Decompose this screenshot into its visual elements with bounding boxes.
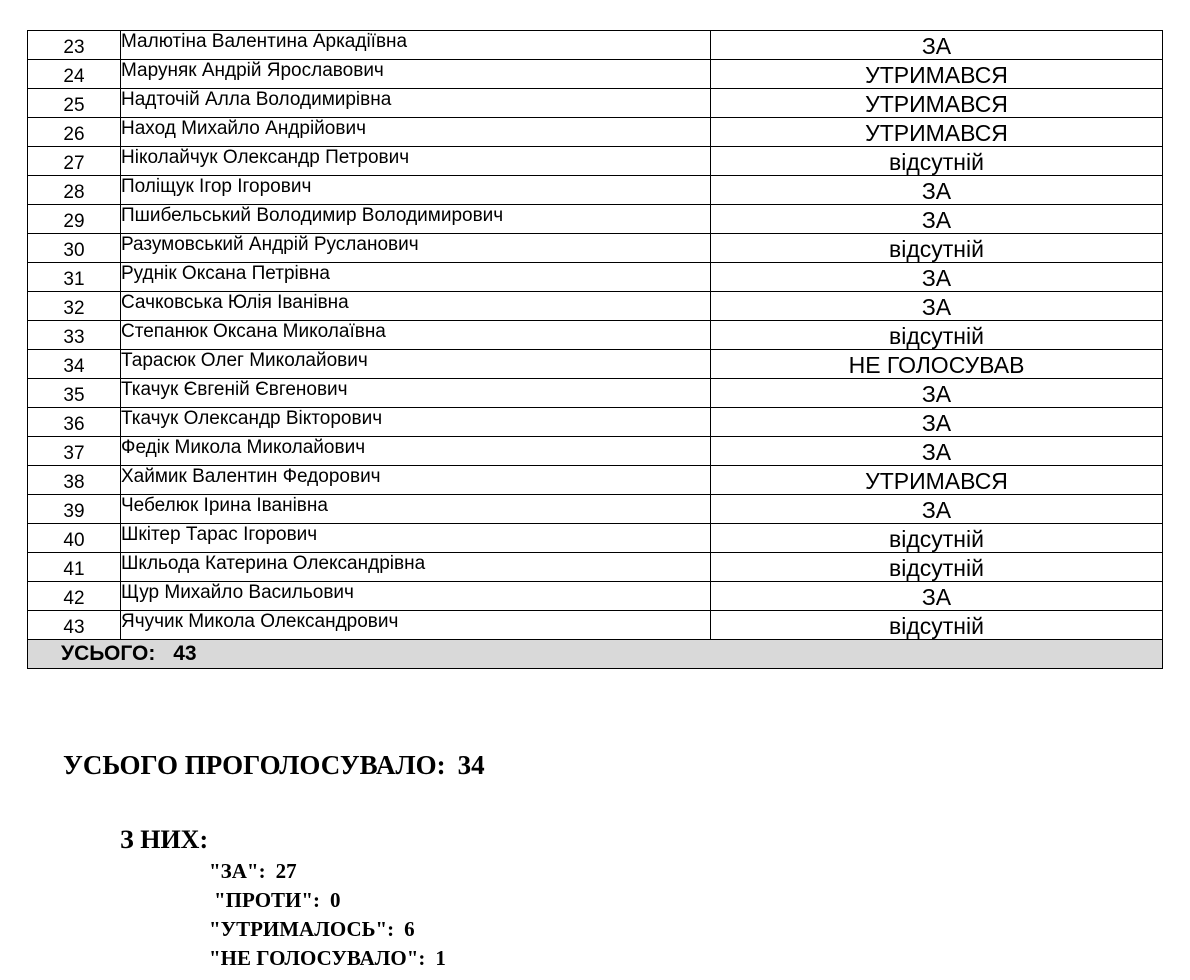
vote-result: ЗА [711,437,1163,466]
total-cell [28,640,1163,669]
vote-result: відсутній [711,611,1163,640]
vote-results-table [27,30,1163,669]
row-number: 31 [28,263,121,292]
row-number: 28 [28,176,121,205]
row-number: 38 [28,466,121,495]
table-row [28,611,1163,640]
deputy-name: Ячучик Микола Олександрович [121,611,711,640]
breakdown-label: "УТРИМАЛОСЬ": [209,917,395,941]
voted-summary-label: УСЬОГО ПРОГОЛОСУВАЛО: [63,750,446,780]
table-row [28,408,1163,437]
vote-result: ЗА [711,31,1163,60]
table-row [28,205,1163,234]
vote-result: УТРИМАВСЯ [711,89,1163,118]
deputy-name: Шкітер Тарас Ігорович [121,524,711,553]
deputy-name: Маруняк Андрій Ярославович [121,60,711,89]
table-row [28,118,1163,147]
vote-result: НЕ ГОЛОСУВАВ [711,350,1163,379]
vote-rows [28,31,1163,640]
table-row [28,321,1163,350]
vote-result: ЗА [711,379,1163,408]
row-number: 36 [28,408,121,437]
breakdown-label: "ЗА": [209,859,266,883]
table-row [28,176,1163,205]
vote-result: ЗА [711,292,1163,321]
row-number: 23 [28,31,121,60]
row-number: 24 [28,60,121,89]
vote-result: відсутній [711,147,1163,176]
deputy-name: Щур Михайло Васильович [121,582,711,611]
table-row [28,466,1163,495]
row-number: 42 [28,582,121,611]
row-number: 30 [28,234,121,263]
voted-summary-value: 34 [457,750,485,780]
row-number: 27 [28,147,121,176]
row-number: 29 [28,205,121,234]
vote-result: ЗА [711,408,1163,437]
deputy-name: Поліщук Ігор Ігорович [121,176,711,205]
deputy-name: Чебелюк Ірина Іванівна [121,495,711,524]
table-row [28,60,1163,89]
vote-result: відсутній [711,321,1163,350]
table-row [28,350,1163,379]
deputy-name: Наход Михайло Андрійович [121,118,711,147]
table-row [28,379,1163,408]
voted-summary [63,750,485,781]
breakdown-value: 0 [330,888,341,912]
breakdown-against [209,886,446,915]
row-number: 37 [28,437,121,466]
breakdown-heading: З НИХ: [120,825,209,854]
table-row [28,524,1163,553]
row-number: 34 [28,350,121,379]
row-number: 40 [28,524,121,553]
vote-result: ЗА [711,263,1163,292]
vote-result: відсутній [711,524,1163,553]
vote-result: ЗА [711,176,1163,205]
row-number: 26 [28,118,121,147]
breakdown-for [209,857,446,886]
vote-result: ЗА [711,205,1163,234]
deputy-name: Тарасюк Олег Миколайович [121,350,711,379]
total-value: 43 [173,642,197,665]
breakdown-label: "ПРОТИ": [214,888,321,912]
row-number: 25 [28,89,121,118]
deputy-name: Надточій Алла Володимирівна [121,89,711,118]
breakdown-not-voted [209,944,446,973]
breakdown-abstained [209,915,446,944]
deputy-name: Шкльода Катерина Олександрівна [121,553,711,582]
breakdown-value: 6 [404,917,415,941]
breakdown-label: "НЕ ГОЛОСУВАЛО": [209,946,426,970]
deputy-name: Разумовський Андрій Русланович [121,234,711,263]
vote-result: УТРИМАВСЯ [711,118,1163,147]
row-number: 35 [28,379,121,408]
deputy-name: Пшибельський Володимир Володимирович [121,205,711,234]
deputy-name: Хаймик Валентин Федорович [121,466,711,495]
row-number: 43 [28,611,121,640]
vote-result: ЗА [711,582,1163,611]
vote-breakdown [209,857,446,973]
vote-result: відсутній [711,553,1163,582]
vote-result: УТРИМАВСЯ [711,466,1163,495]
table-row [28,582,1163,611]
deputy-name: Сачковська Юлія Іванівна [121,292,711,321]
deputy-name: Ткачук Олександр Вікторович [121,408,711,437]
deputy-name: Степанюк Оксана Миколаївна [121,321,711,350]
row-number: 33 [28,321,121,350]
table-row [28,234,1163,263]
table-row [28,292,1163,321]
table-row [28,147,1163,176]
total-row [28,640,1163,669]
row-number: 39 [28,495,121,524]
vote-result: УТРИМАВСЯ [711,60,1163,89]
breakdown-value: 27 [275,859,297,883]
row-number: 41 [28,553,121,582]
table-row [28,495,1163,524]
deputy-name: Руднік Оксана Петрівна [121,263,711,292]
deputy-name: Федік Микола Миколайович [121,437,711,466]
row-number: 32 [28,292,121,321]
vote-result: ЗА [711,495,1163,524]
table-row [28,31,1163,60]
deputy-name: Ткачук Євгеній Євгенович [121,379,711,408]
table-row [28,263,1163,292]
table-row [28,437,1163,466]
deputy-name: Малютіна Валентина Аркадіївна [121,31,711,60]
deputy-name: Ніколайчук Олександр Петрович [121,147,711,176]
table-row [28,553,1163,582]
total-label: УСЬОГО: [61,642,156,665]
table-row [28,89,1163,118]
breakdown-value: 1 [435,946,446,970]
vote-result: відсутній [711,234,1163,263]
